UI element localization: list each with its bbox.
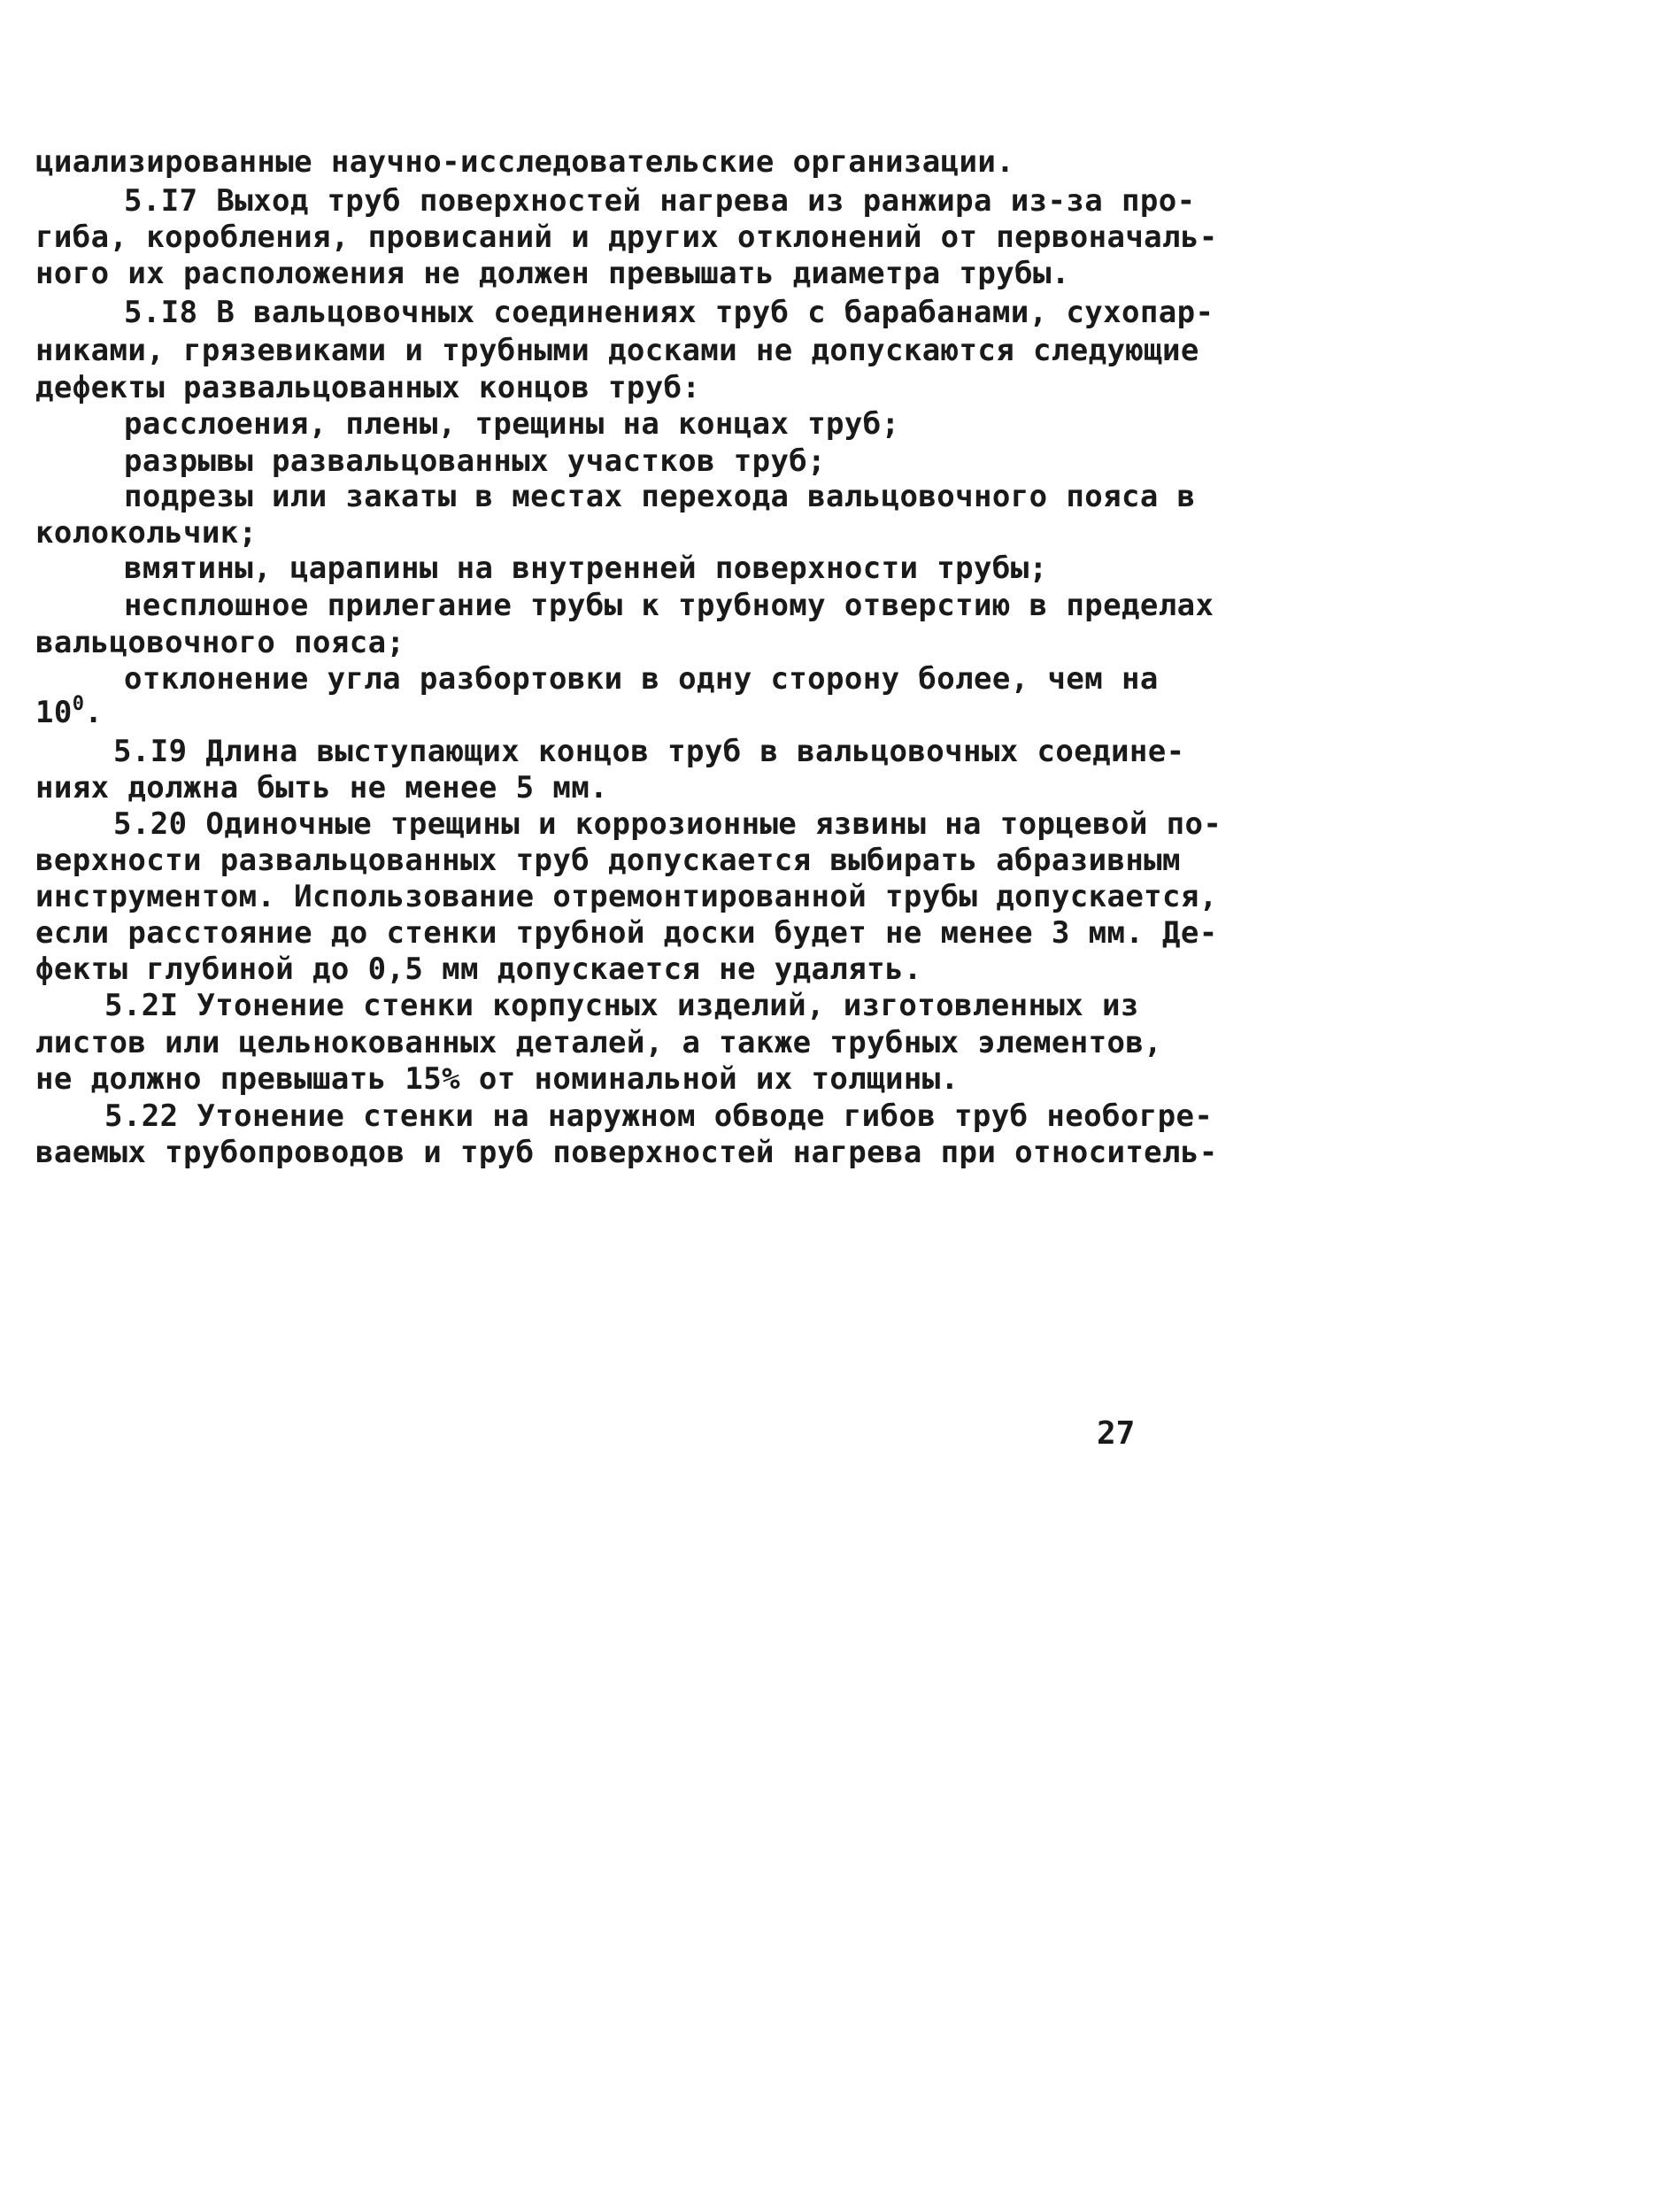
- text-line: ваемых трубопроводов и труб поверхностей нагрева при относитель-: [35, 1135, 1218, 1170]
- text-line: колокольчик;: [35, 515, 258, 551]
- text-line: верхности развальцованных труб допускается выбирать абразивным: [35, 843, 1181, 878]
- section-5-19-line: 5.I9 Длина выступающих концов труб в вальцовочных соедине-: [113, 734, 1185, 769]
- section-5-22-line: 5.22 Утонение стенки на наружном обводе гибов труб необогре-: [104, 1098, 1214, 1134]
- list-item: расслоения, плены, трещины на концах труб;: [124, 406, 900, 442]
- text-line: вальцовочного пояса;: [35, 625, 405, 660]
- text-line: никами, грязевиками и трубными досками не допускаются следующие: [35, 333, 1199, 368]
- list-item: разрывы развальцованных участков труб;: [124, 443, 827, 479]
- degree-suffix: .: [84, 695, 104, 730]
- degree-value: 10: [35, 695, 73, 730]
- text-line: фекты глубиной до 0,5 мм допускается не удалять.: [35, 952, 922, 987]
- list-item: несплошное прилегание трубы к трубному отверстию в пределах: [124, 588, 1214, 623]
- text-line: инструментом. Использование отремонтированной трубы допускается,: [35, 879, 1218, 914]
- degree-symbol: 0: [72, 693, 85, 715]
- list-item: вмятины, царапины на внутренней поверхности трубы;: [124, 551, 1048, 586]
- text-line: дефекты развальцованных концов труб:: [35, 370, 701, 405]
- list-item: подрезы или закаты в местах перехода вальцовочного пояса в: [124, 479, 1196, 514]
- list-item: отклонение угла разбортовки в одну сторону более, чем на: [124, 661, 1159, 697]
- text-line: ниях должна быть не менее 5 мм.: [35, 770, 608, 805]
- text-line: гиба, коробления, провисаний и других отклонений от первоначаль-: [35, 220, 1218, 255]
- section-5-21-line: 5.2I Утонение стенки корпусных изделий, изготовленных из: [104, 988, 1139, 1023]
- text-line: листов или цельнокованных деталей, а также трубных элементов,: [35, 1025, 1163, 1060]
- section-5-17-line: 5.I7 Выход труб поверхностей нагрева из ранжира из-за про-: [124, 183, 1196, 219]
- degree-line: [35, 695, 103, 730]
- text-line: циализированные научно-исследовательские организации.: [35, 144, 1015, 180]
- text-line: не должно превышать 15% от номинальной их толщины.: [35, 1061, 960, 1097]
- text-line: если расстояние до стенки трубной доски будет не менее 3 мм. Де-: [35, 915, 1218, 951]
- page-number: 27: [1097, 1415, 1136, 1452]
- text-line: ного их расположения не должен превышать диаметра трубы.: [35, 256, 1070, 291]
- section-5-20-line: 5.20 Одиночные трещины и коррозионные язвины на торцевой по-: [113, 806, 1222, 842]
- section-5-18-line: 5.I8 В вальцовочных соединениях труб с барабанами, сухопар-: [124, 295, 1214, 330]
